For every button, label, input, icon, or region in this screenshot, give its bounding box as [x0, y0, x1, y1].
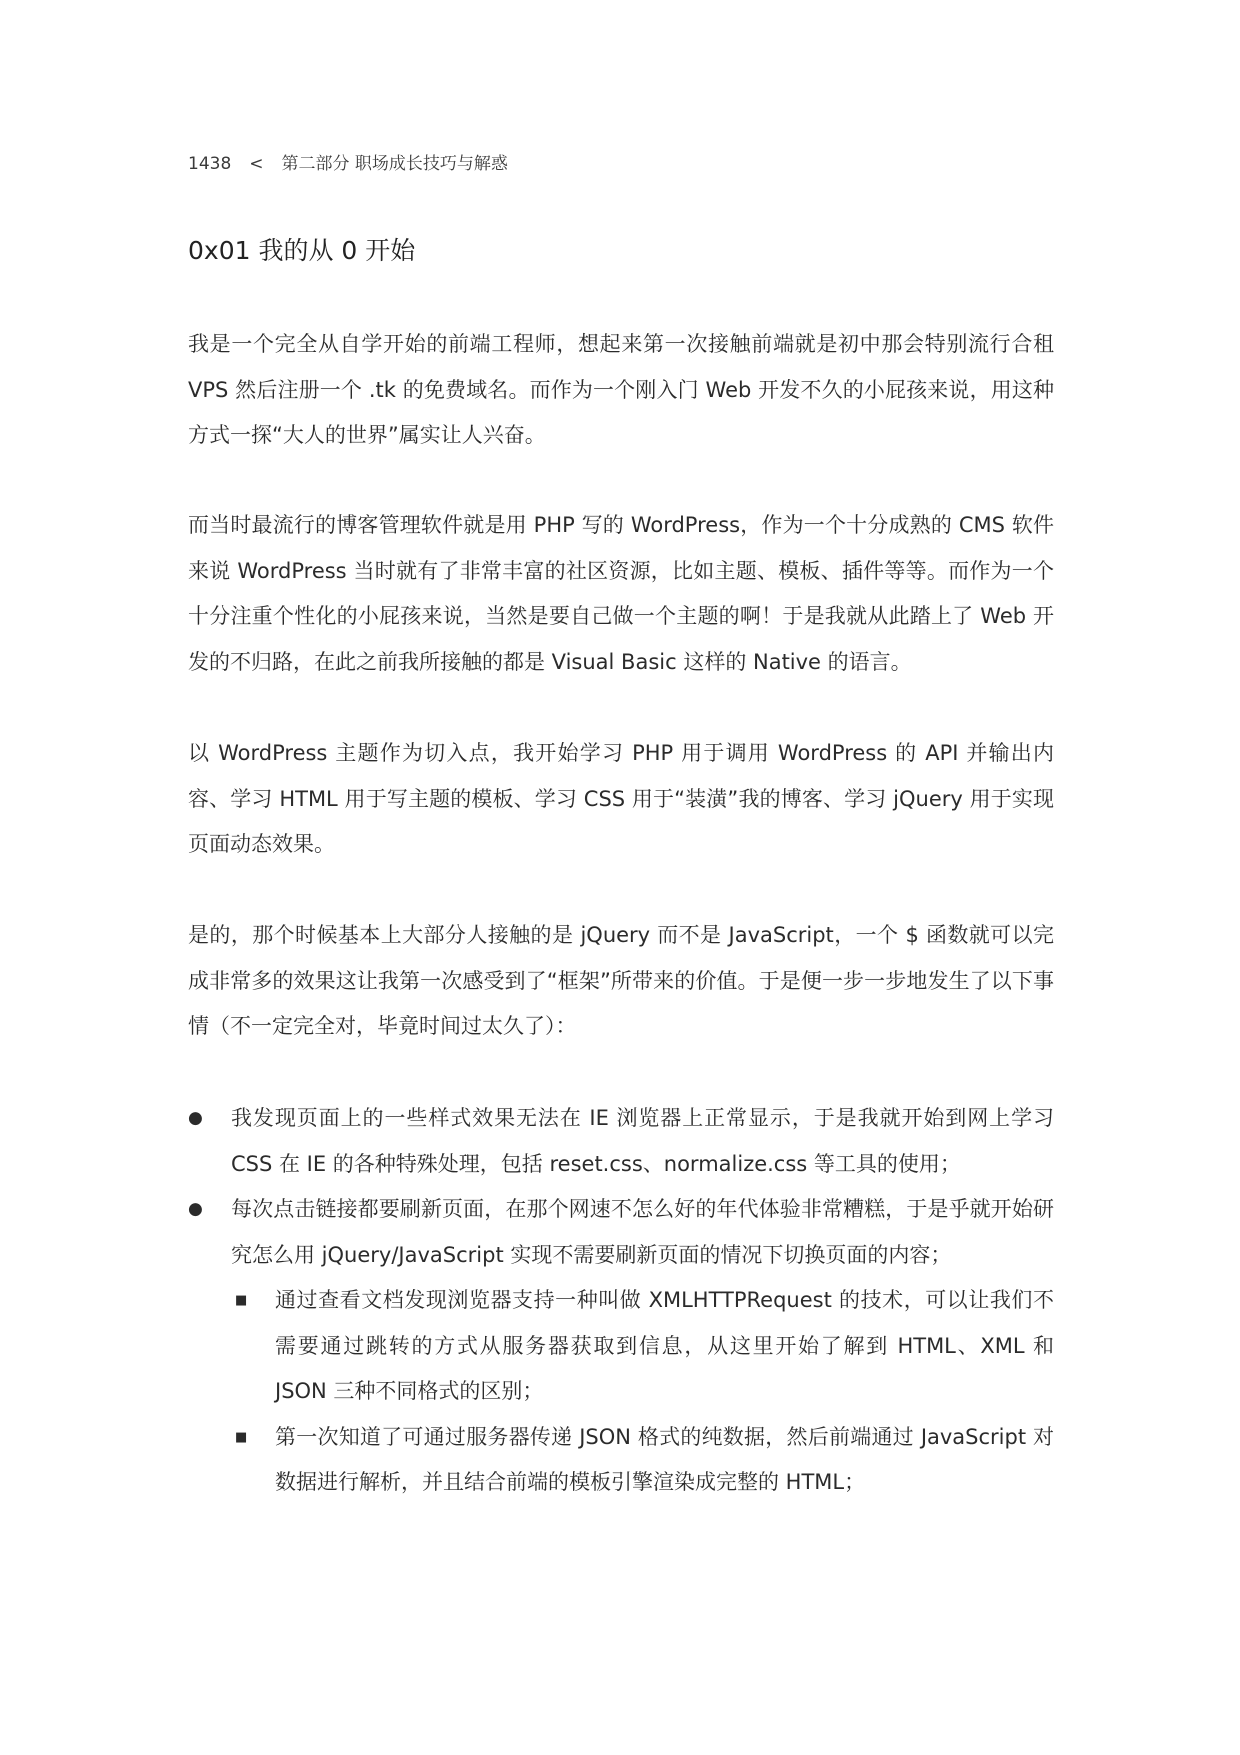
- bullet-dot-icon: ●: [188, 1199, 203, 1219]
- sub-list-item: [188, 1415, 1054, 1506]
- bullet-square-icon: ■: [235, 1429, 248, 1445]
- bullet-dot-icon: ●: [188, 1108, 203, 1128]
- paragraph-text: 我是一个完全从自学开始的前端工程师，想起来第一次接触前端就是初中那会特别流行合租 VPS 然后注册一个 .tk 的免费域名。而作为一个刚入门 Web 开发不久的小屁孩来说，用这种方式一探“大人的世界”属实让人兴奋。: [188, 332, 1054, 447]
- list-item: [188, 1187, 1054, 1278]
- bullet-square-icon: ■: [235, 1293, 248, 1308]
- list-item: [188, 1096, 1054, 1187]
- list-item-text: 我发现页面上的一些样式效果无法在 IE 浏览器上正常显示，于是我就开始到网上学习 CSS 在 IE 的各种特殊处理，包括 reset.css、normalize.css 等工具的使用；: [231, 1106, 1054, 1176]
- running-header: [188, 152, 508, 176]
- part-title: 第二部分 职场成长技巧与解惑: [281, 154, 508, 174]
- paragraph-3: [188, 731, 1054, 868]
- page-number: 1438: [188, 154, 232, 174]
- paragraph-text: 而当时最流行的博客管理软件就是用 PHP 写的 WordPress，作为一个十分成熟的 CMS 软件来说 WordPress 当时就有了非常丰富的社区资源，比如主题、模板、插件等等。而作为一个十分注重个性化的小屁孩来说，当然是要自己做一个主题的啊！于是我就从此踏上了 Web 开发的不归路，在此之前我所接触的都是 Visual Basic 这样的 Native 的语言。: [188, 513, 1054, 674]
- paragraph-text: 以 WordPress 主题作为切入点，我开始学习 PHP 用于调用 WordPress 的 API 并输出内容、学习 HTML 用于写主题的模板、学习 CSS 用于“装潢”我的博客、学习 jQuery 用于实现页面动态效果。: [188, 741, 1054, 856]
- section-title: 0x01 我的从 0 开始: [188, 236, 416, 265]
- paragraph-text: 是的，那个时候基本上大部分人接触的是 jQuery 而不是 JavaScript，一个 $ 函数就可以完成非常多的效果这让我第一次感受到了“框架”所带来的价值。于是便一步一步地发生了以下事情（不一定完全对，毕竟时间过太久了）：: [188, 923, 1054, 1038]
- sub-list-item-text: 通过查看文档发现浏览器支持一种叫做 XMLHTTPRequest 的技术，可以让我们不需要通过跳转的方式从服务器获取到信息，从这里开始了解到 HTML、XML 和 JSON 三种不同格式的区别；: [275, 1288, 1054, 1403]
- header-separator: <: [249, 154, 264, 174]
- sub-list-item: [188, 1278, 1054, 1415]
- sub-list-item-text: 第一次知道了可通过服务器传递 JSON 格式的纯数据，然后前端通过 JavaScript 对数据进行解析，并且结合前端的模板引擎渲染成完整的 HTML；: [275, 1424, 1054, 1494]
- paragraph-4: [188, 913, 1054, 1050]
- bullet-list: [188, 1096, 1054, 1506]
- list-item-text: 每次点击链接都要刷新页面，在那个网速不怎么好的年代体验非常糟糕，于是乎就开始研究怎么用 jQuery/JavaScript 实现不需要刷新页面的情况下切换页面的内容；: [231, 1197, 1054, 1267]
- paragraph-2: [188, 503, 1054, 685]
- paragraph-1: [188, 322, 1054, 459]
